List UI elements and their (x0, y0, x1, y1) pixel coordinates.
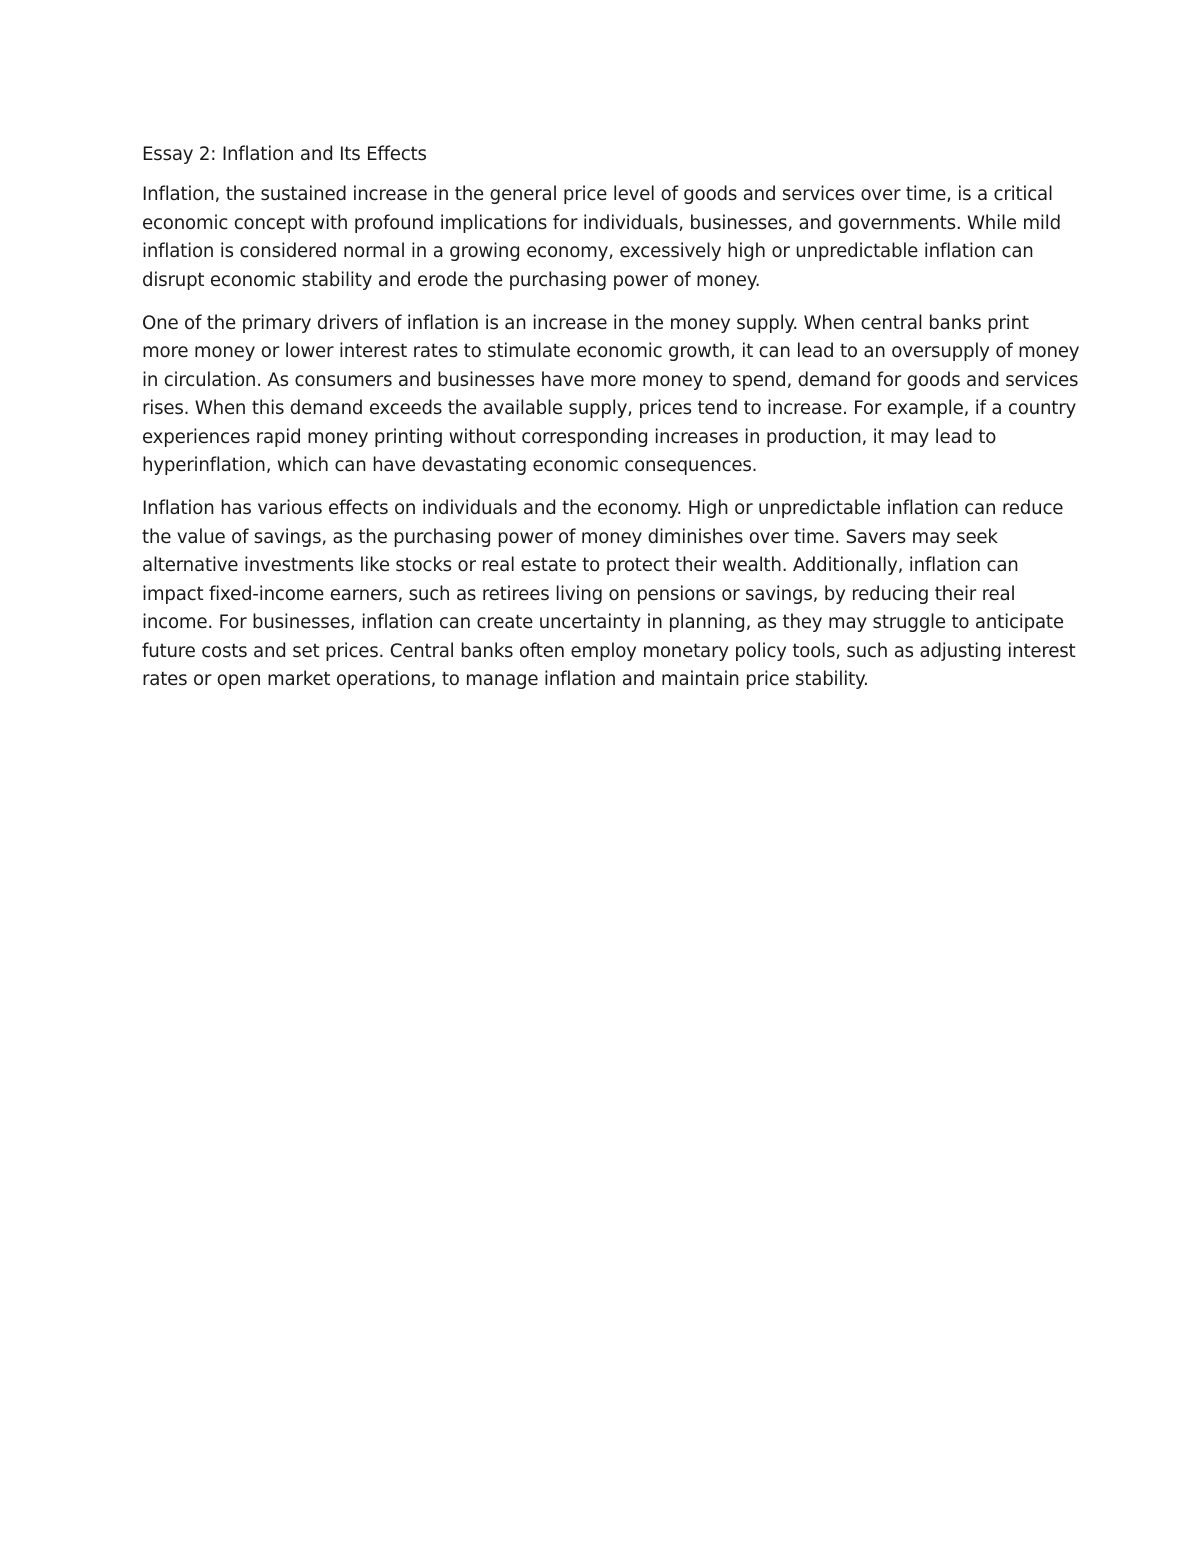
paragraph-line: rates or open market operations, to manage inflation and maintain price stability. (142, 668, 869, 690)
paragraph-line: One of the primary drivers of inflation is an increase in the money supply. When central banks print (142, 313, 1029, 335)
paragraph-line: impact fixed-income earners, such as retirees living on pensions or savings, by reducing their real (142, 583, 1016, 605)
paragraph-line: hyperinflation, which can have devastating economic consequences. (142, 455, 758, 477)
paragraph-line: Inflation, the sustained increase in the general price level of goods and services over time, is a critical (142, 184, 1053, 206)
essay-title: Essay 2: Inflation and Its Effects (142, 144, 427, 165)
paragraph-line: rises. When this demand exceeds the available supply, prices tend to increase. For example, if a country (142, 398, 1077, 420)
paragraph-2 (142, 310, 1080, 480)
paragraph-line: inflation is considered normal in a growing economy, excessively high or unpredictable inflation can (142, 241, 1034, 263)
paragraph-line: income. For businesses, inflation can create uncertainty in planning, as they may struggle to anticipate (142, 612, 1064, 634)
paragraph-line: economic concept with profound implications for individuals, businesses, and governments. While mild (142, 212, 1061, 234)
paragraph-line: experiences rapid money printing without corresponding increases in production, it may lead to (142, 426, 997, 448)
paragraph-line: future costs and set prices. Central banks often employ monetary policy tools, such as adjusting interest (142, 640, 1076, 662)
paragraph-line: disrupt economic stability and erode the purchasing power of money. (142, 269, 761, 291)
document-body (142, 141, 1080, 709)
paragraph-3 (142, 495, 1076, 694)
paragraph-line: alternative investments like stocks or real estate to protect their wealth. Additionally, inflation can (142, 555, 1019, 577)
paragraph-line: Inflation has various effects on individuals and the economy. High or unpredictable inflation can reduce (142, 498, 1064, 520)
paragraph-line: more money or lower interest rates to stimulate economic growth, it can lead to an oversupply of money (142, 341, 1080, 363)
paragraph-line: the value of savings, as the purchasing power of money diminishes over time. Savers may seek (142, 526, 998, 548)
paragraph-1 (142, 181, 1062, 295)
paragraph-line: in circulation. As consumers and businesses have more money to spend, demand for goods and services (142, 369, 1079, 391)
